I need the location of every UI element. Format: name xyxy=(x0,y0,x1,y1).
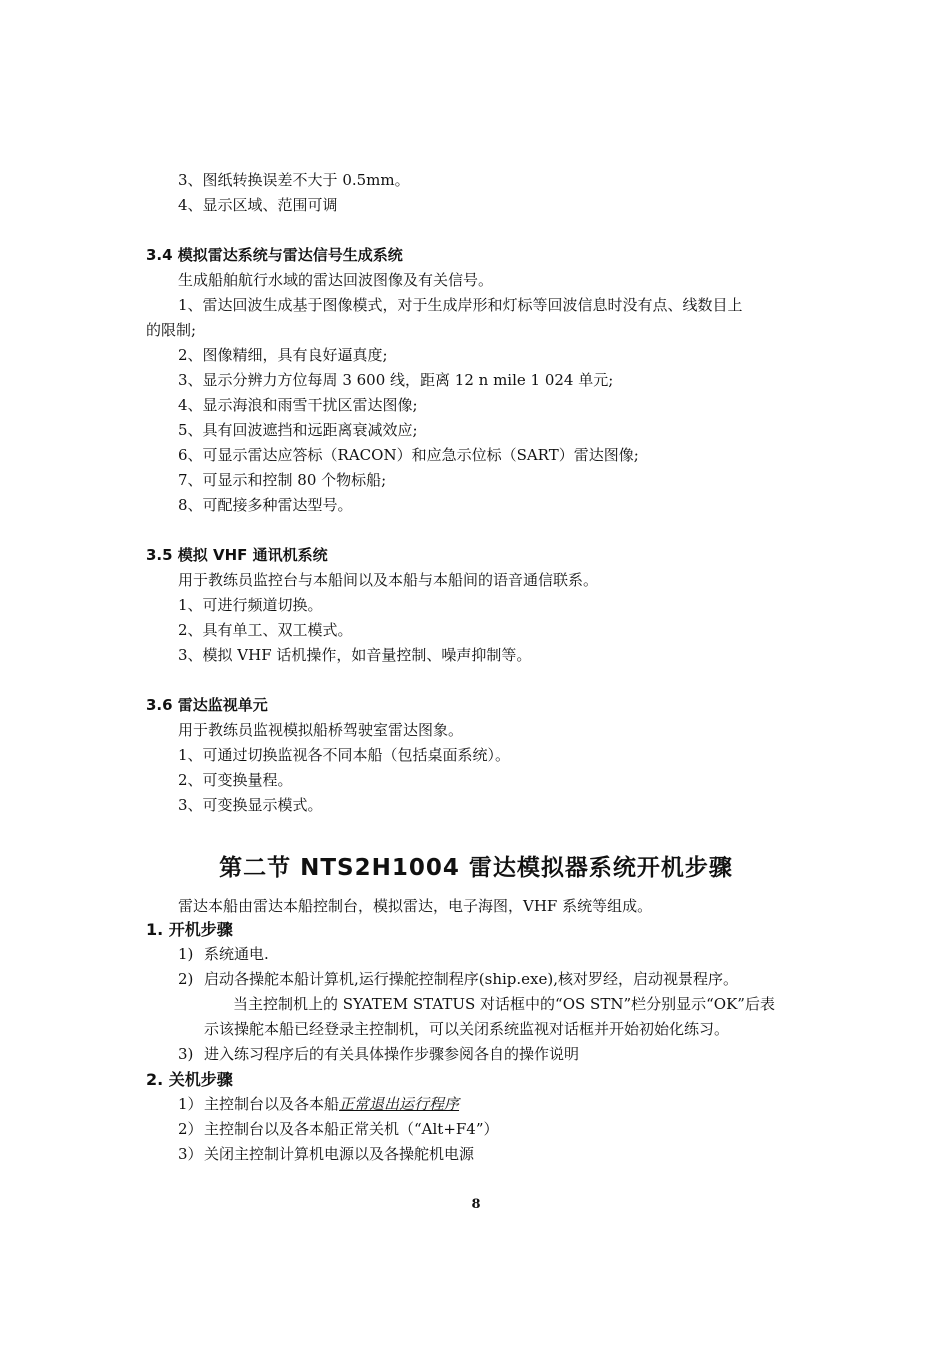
list-item: 6、可显示雷达应答标（RACON）和应急示位标（SART）雷达图像; xyxy=(178,446,639,464)
item-number: 1) xyxy=(178,945,194,963)
item-text: 主控制台以及各本船 xyxy=(204,1095,340,1113)
page-number: 8 xyxy=(471,1197,481,1212)
item-text: 主控制台以及各本船正常关机（“Alt+F4”） xyxy=(204,1120,499,1138)
item-number: 3) xyxy=(178,1045,194,1063)
section-intro: 用于教练员监控台与本船间以及本船与本船间的语音通信联系。 xyxy=(178,571,599,589)
chapter-title: 第二节 NTS2H1004 雷达模拟器系统开机步骤 xyxy=(219,855,733,881)
section-heading-3-4: 3.4 模拟雷达系统与雷达信号生成系统 xyxy=(146,246,403,264)
item-text: 系统通电. xyxy=(204,945,269,963)
item-number: 2) xyxy=(178,970,194,988)
item-number: 2） xyxy=(178,1120,203,1138)
list-item: 2、具有单工、双工模式。 xyxy=(178,621,353,639)
list-item xyxy=(178,969,738,989)
emphasized-text: 正常退出运行程序 xyxy=(339,1095,460,1113)
list-item: 3、可变换显示模式。 xyxy=(178,796,323,814)
list-item: 1、雷达回波生成基于图像模式，对于生成岸形和灯标等回波信息时没有点、线数目上 xyxy=(178,296,743,314)
list-item: 4、显示海浪和雨雪干扰区雷达图像; xyxy=(178,396,418,414)
section-heading-3-5: 3.5 模拟 VHF 通讯机系统 xyxy=(146,546,328,564)
list-item: 1、可进行频道切换。 xyxy=(178,596,323,614)
list-item: 5、具有回波遮挡和远距离衰减效应; xyxy=(178,421,418,439)
list-item: 2、可变换量程。 xyxy=(178,771,293,789)
note-line: 当主控制机上的 SYATEM STATUS 对话框中的“OS STN”栏分别显示“OK”后表 xyxy=(233,995,775,1013)
list-item: 8、可配接多种雷达型号。 xyxy=(178,496,353,514)
text-line: 4、显示区域、范围可调 xyxy=(178,196,338,214)
list-item: 2、图像精细，具有良好逼真度; xyxy=(178,346,388,364)
item-number: 3） xyxy=(178,1145,203,1163)
list-item xyxy=(178,1094,459,1114)
note-line: 示该操舵本船已经登录主控制机，可以关闭系统监视对话框并开始初始化练习。 xyxy=(204,1020,730,1038)
chapter-intro: 雷达本船由雷达本船控制台，模拟雷达，电子海图，VHF 系统等组成。 xyxy=(178,897,653,915)
section-intro: 生成船舶航行水域的雷达回波图像及有关信号。 xyxy=(178,271,494,289)
list-item xyxy=(178,1119,499,1139)
list-item xyxy=(178,944,269,964)
section-intro: 用于教练员监视模拟船桥驾驶室雷达图象。 xyxy=(178,721,464,739)
section-heading-3-6: 3.6 雷达监视单元 xyxy=(146,696,268,714)
startup-heading: 1. 开机步骤 xyxy=(146,920,233,939)
list-item xyxy=(178,1044,579,1064)
item-number: 1） xyxy=(178,1095,203,1113)
item-text: 进入练习程序后的有关具体操作步骤参阅各自的操作说明 xyxy=(204,1045,580,1063)
list-item: 3、模拟 VHF 话机操作，如音量控制、噪声抑制等。 xyxy=(178,646,532,664)
shutdown-heading: 2. 关机步骤 xyxy=(146,1070,233,1089)
text-line: 3、图纸转换误差不大于 0.5mm。 xyxy=(178,171,410,189)
list-item: 1、可通过切换监视各不同本船（包括桌面系统）。 xyxy=(178,746,511,764)
item-text: 关闭主控制计算机电源以及各操舵机电源 xyxy=(204,1145,475,1163)
item-text: 启动各操舵本船计算机,运行操舵控制程序(ship.exe),核对罗经，启动视景程序。 xyxy=(204,970,738,988)
list-item: 7、可显示和控制 80 个物标船; xyxy=(178,471,387,489)
list-item: 3、显示分辨力方位每周 3 600 线，距离 12 n mile 1 024 单元; xyxy=(178,371,614,389)
list-item xyxy=(178,1144,474,1164)
list-item-continuation: 的限制; xyxy=(146,321,197,339)
